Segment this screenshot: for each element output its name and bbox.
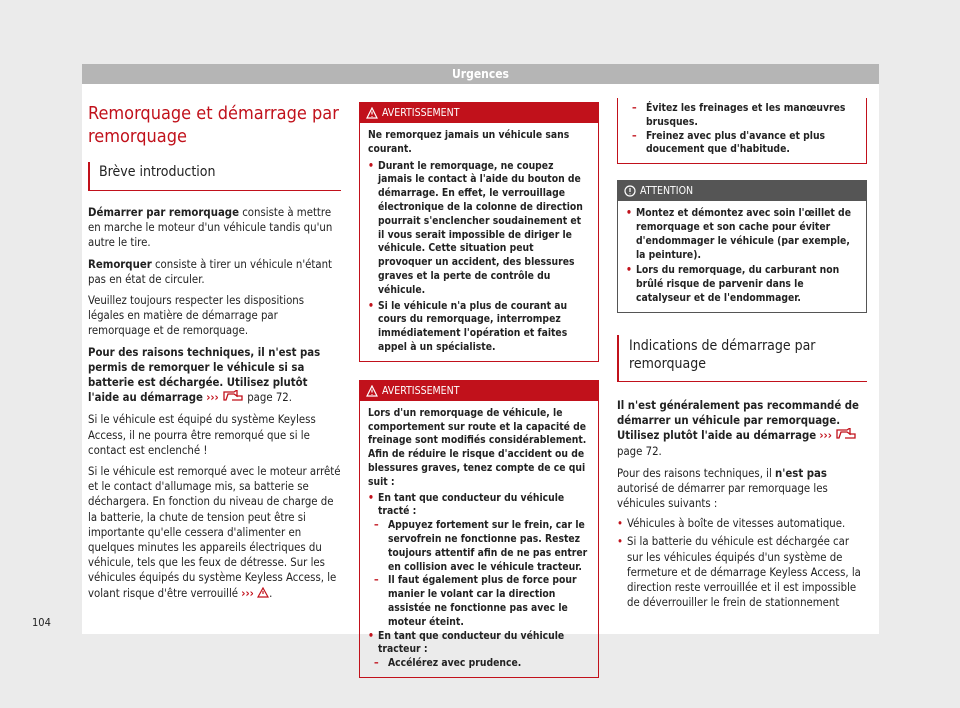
warning-2-dash: – Évitez les freinages et les manœuvres brusques. [626,102,858,130]
info-circle-icon [624,184,636,204]
paragraph-not-allowed: Pour des raisons techniques, il n'est pas autorisé de démarrer par remorquage les véhicules suivants : [617,466,828,510]
page-number: 104 [32,616,51,629]
warning-triangle-icon[interactable] [257,587,269,600]
paragraph-keyless: Si le véhicule est équipé du système Keyless Access, il ne pourra être remorqué que si le contact est enclenché ! [88,413,316,457]
paragraph-battery: Si le véhicule est remorqué avec le moteur arrêté et le contact d'allumage mis, sa batterie se déchargera. En fonction du niveau de charge de la batterie, la chute de tension peut être si importante qu'elle cessera d'alimenter en quelques minutes les appareils électriques du véhicule, tels que les feux de détresse. Sur les véhicules équipés du système Keyless Access, le volant risque d'être verrouillé ››› . [88,465,341,600]
subheading-indications: Indications de démarrage par remorquage [617,335,867,382]
page-reference-icon[interactable] [835,428,857,444]
warning-box-1-header: AVERTISSEMENT [360,103,598,123]
warning-1-intro: Ne remorquez jamais un véhicule sans courant. [368,129,570,155]
warning-2-intro: Lors d'un remorquage de véhicule, le comportement sur route et la capacité de freinage sont modifiés considérablement. Afin de réduire le risque d'accident ou de blessures graves, tenez compte de ce qui suit : [368,406,587,488]
warning-2-bullet: • En tant que conducteur du véhicule tracté : [368,492,590,520]
warning-1-bullet: • Durant le remorquage, ne coupez jamais le contact à l'aide du bouton de démarrage. En effet, le verrouillage électronique de la colonne de direction pourrait s'enclencher soudainement et il vous serait impossible de diriger le véhicule. Cette situation peut provoquer un accident, des blessures graves et la perte de contrôle du véhicule. [368,160,590,298]
warning-box-1 [359,102,599,362]
warning-triangle-icon [366,106,378,126]
list-item: • Si la batterie du véhicule est déchargée car sur les véhicules équipés d'un système de fermeture et de démarrage Keyless Access, la direction reste verrouillée et il est impossible de déverrouiller le frein de stationnement [617,534,867,610]
paragraph-recommendation: Il n'est généralement pas recommandé de démarrer un véhicule par remorquage. Utilisez plutôt l'aide au démarrage ››› page 72. [617,398,859,459]
attention-box-header: ATTENTION [618,181,866,201]
column-3 [617,98,867,610]
paragraph-demarrer: Démarrer par remorquage consiste à mettre en marche le moteur d'un véhicule tandis qu'un autre le tire. [88,206,333,250]
warning-box-2-continued [617,98,867,164]
warning-2-dash: – Freinez avec plus d'avance et plus doucement que d'habitude. [626,130,858,158]
paragraph-dispositions: Veuillez toujours respecter les dispositions légales en matière de démarrage par remorquage et de remorquage. [88,294,305,338]
attention-bullet: • Lors du remorquage, du carburant non brûlé risque de parvenir dans le catalyseur et de l'endommager. [626,264,858,305]
manual-page [32,64,879,670]
warning-1-bullet: • Si le véhicule n'a plus de courant au cours du remorquage, interrompez immédiatement l'opération et faites appel à un spécialiste. [368,300,590,355]
paragraph-remorquer: Remorquer consiste à tirer un véhicule n'étant pas en état de circuler. [88,257,333,286]
page-reference-icon[interactable] [222,390,244,406]
attention-box [617,180,867,313]
warning-triangle-icon [366,384,378,404]
attention-bullet: • Montez et démontez avec soin l'œillet de remorquage et son cache pour éviter d'endommager le véhicule (par exemple, la peinture). [626,207,858,262]
section-header: Urgences [82,64,879,84]
page-title: Remorquage et démarrage par remorquage [88,103,339,147]
warning-2-bullet: • En tant que conducteur du véhicule tracteur : [368,630,590,658]
column-1 [88,102,341,601]
warning-box-2-header: AVERTISSEMENT [360,381,598,401]
paragraph-technical: Pour des raisons techniques, il n'est pas permis de remorquer le véhicule si sa batterie est déchargée. Utilisez plutôt l'aide au démarrage ››› page 72. [88,345,341,407]
warning-2-dash: – Il faut également plus de force pour manier le volant car la direction assistée ne fonctionne pas avec le moteur éteint. [368,574,590,629]
subheading-intro: Brève introduction [88,162,341,191]
column-2 [359,102,599,678]
warning-box-2 [359,380,599,678]
warning-2-dash: – Accélérez avec prudence. [368,657,590,671]
warning-2-dash: – Appuyez fortement sur le frein, car le servofrein ne fonctionne pas. Restez toujours attentif afin de ne pas entrer en collision avec le véhicule tracteur. [368,519,590,574]
list-item: • Véhicules à boîte de vitesses automatique. [617,516,867,531]
